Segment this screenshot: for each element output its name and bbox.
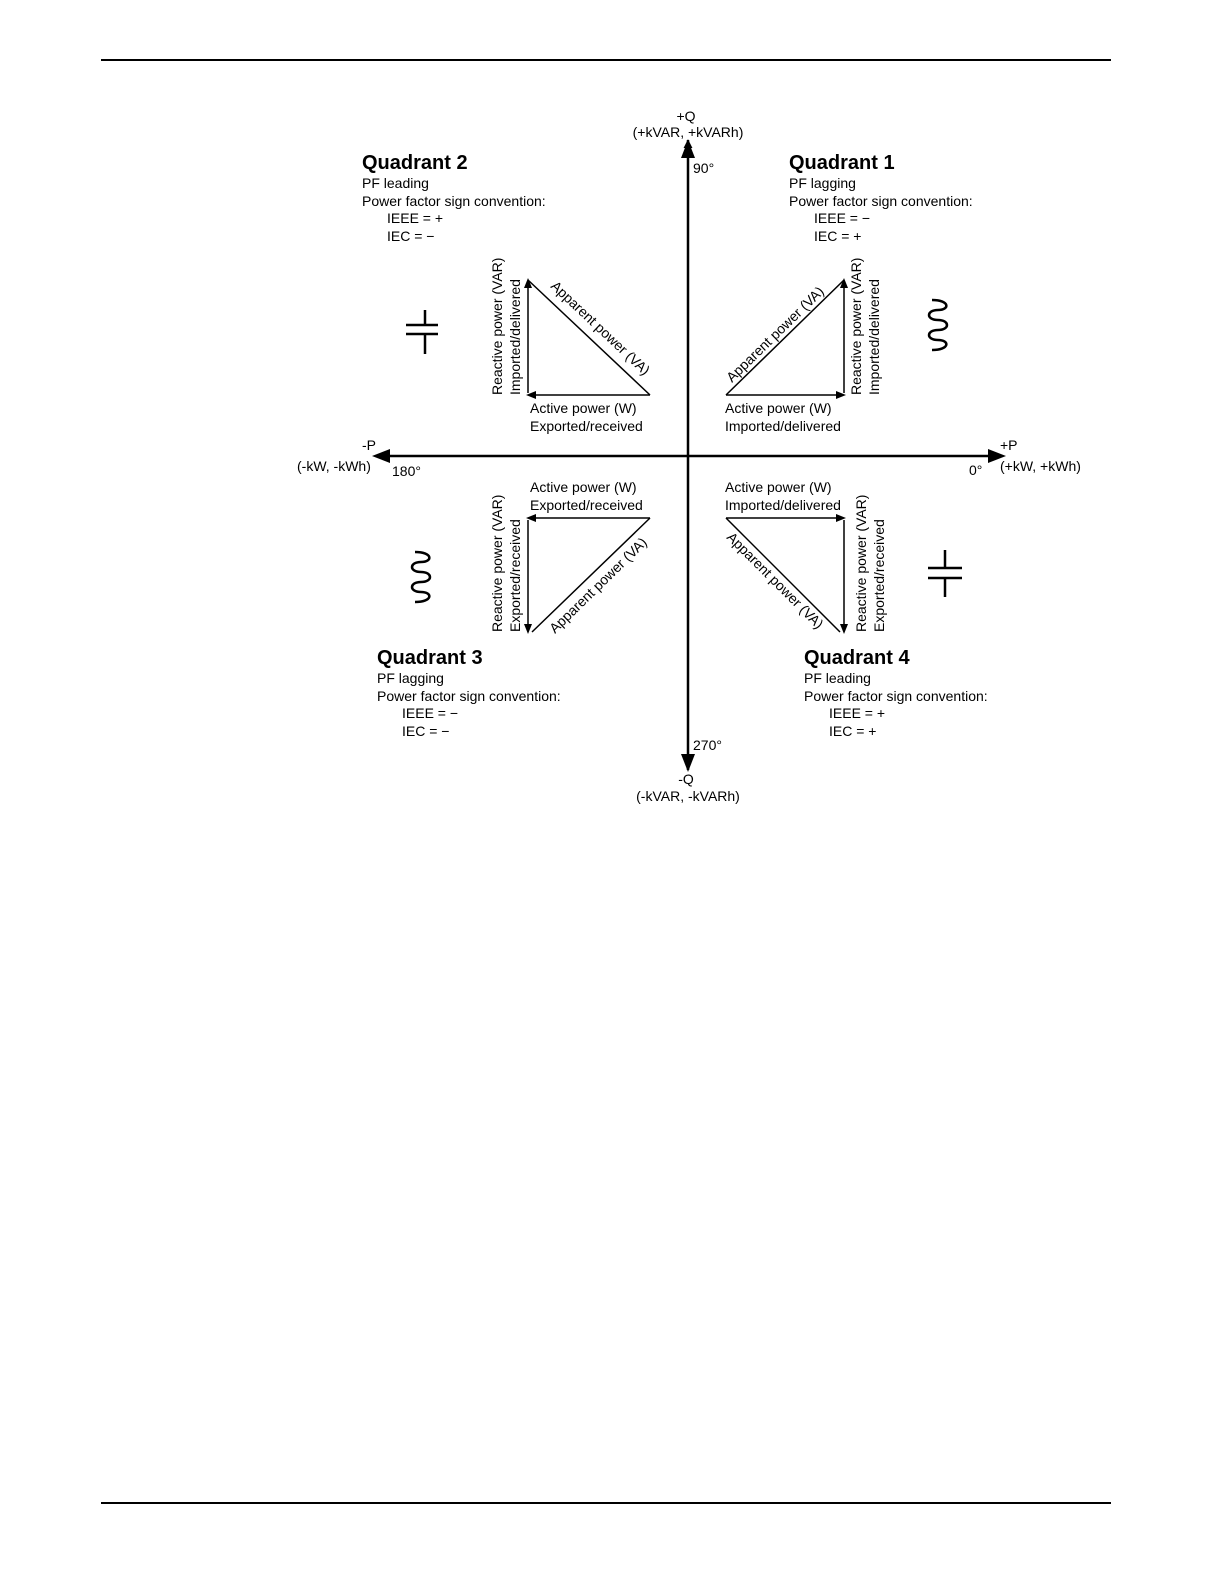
quadrant-4-reactive-arrowhead (840, 624, 848, 634)
quadrant-2-triangle (489, 258, 653, 434)
quadrant-1-reactive-dir: Imported/delivered (866, 279, 882, 395)
pos-p-label: +P (1000, 437, 1018, 453)
angle-270-label: 270° (693, 737, 722, 753)
angle-0-label: 0° (969, 462, 983, 478)
quadrant-1-convention: Power factor sign convention: (789, 193, 973, 209)
quadrant-1-pf: PF lagging (789, 175, 856, 191)
quadrant-3-active-dir: Exported/received (530, 497, 643, 513)
quadrant-2-reactive-label: Reactive power (VAR) (489, 257, 505, 395)
q-axis-arrowhead-up (681, 140, 695, 158)
quadrant-3-title: Quadrant 3 (377, 647, 483, 669)
quadrant-1-active-label: Active power (W) (725, 400, 832, 416)
quadrant-4-info (804, 647, 988, 739)
quadrant-4-active-label: Active power (W) (725, 479, 832, 495)
pos-p-units: (+kW, +kWh) (1000, 458, 1081, 474)
quadrant-3-reactive-dir: Exported/received (507, 519, 523, 632)
quadrant-3-info (377, 647, 561, 739)
quadrant-1-active-dir: Imported/delivered (725, 418, 841, 434)
quadrant-4-reactive-label: Reactive power (VAR) (853, 494, 869, 632)
quadrant-4-apparent-vector (723, 518, 840, 632)
angle-180-label: 180° (392, 463, 421, 479)
quadrant-4-reactive-dir: Exported/received (871, 519, 887, 632)
quadrant-4-ieee: IEEE = + (829, 705, 886, 721)
quadrant-2-info (362, 152, 546, 244)
quadrant-1-title: Quadrant 1 (789, 152, 895, 174)
quadrant-2-reactive-dir: Imported/delivered (507, 279, 523, 395)
quadrant-1-triangle (723, 258, 882, 434)
quadrant-4-convention: Power factor sign convention: (804, 688, 988, 704)
quadrant-3-reactive-arrowhead (524, 624, 532, 634)
quadrant-2-convention: Power factor sign convention: (362, 193, 546, 209)
quadrant-4-active-dir: Imported/delivered (725, 497, 841, 513)
quadrant-3-reactive-label: Reactive power (VAR) (489, 494, 505, 632)
quadrant-2-title: Quadrant 2 (362, 152, 468, 174)
quadrant-3-iec: IEC = − (402, 723, 450, 739)
quadrant-3-triangle (489, 479, 650, 636)
neg-p-units: (-kW, -kWh) (297, 458, 371, 474)
quadrant-1-iec: IEC = + (814, 228, 862, 244)
capacitor-icon (928, 550, 962, 597)
quadrant-3-apparent-vector (532, 518, 650, 632)
quadrant-3-pf: PF lagging (377, 670, 444, 686)
quadrant-1-apparent-label: Apparent power (VA) (722, 283, 827, 386)
capacitor-icon (406, 310, 438, 354)
quadrant-4-iec: IEC = + (829, 723, 877, 739)
neg-q-label: -Q (678, 771, 694, 787)
quadrant-4-title: Quadrant 4 (804, 647, 910, 669)
quadrant-2-active-dir: Exported/received (530, 418, 643, 434)
neg-q-units: (-kVAR, -kVARh) (636, 788, 740, 804)
quadrant-4-triangle (724, 479, 887, 634)
quadrant-2-apparent-vector (528, 280, 650, 395)
quadrant-2-active-label: Active power (W) (530, 400, 637, 416)
quadrant-2-ieee: IEEE = + (387, 210, 444, 226)
angle-90-label: 90° (693, 160, 715, 176)
quadrant-1-apparent-vector (726, 280, 844, 395)
inductor-icon (412, 552, 430, 602)
quadrant-3-convention: Power factor sign convention: (377, 688, 561, 704)
quadrant-3-apparent-label: Apparent power (VA) (545, 534, 650, 637)
quadrant-2-pf: PF leading (362, 175, 429, 191)
quadrant-3-ieee: IEEE = − (402, 705, 459, 721)
quadrant-3-active-label: Active power (W) (530, 479, 637, 495)
quadrant-2-iec: IEC = − (387, 228, 435, 244)
quadrant-2-apparent-label: Apparent power (VA) (547, 277, 654, 379)
quadrant-1-info (789, 152, 973, 244)
q-axis-arrowhead-down (681, 754, 695, 772)
pos-q-units: (+kVAR, +kVARh) (632, 124, 744, 140)
quadrant-1-reactive-label: Reactive power (VAR) (848, 257, 864, 395)
pos-q-label: +Q (676, 108, 696, 124)
quadrant-1-ieee: IEEE = − (814, 210, 871, 226)
neg-p-label: -P (362, 437, 376, 453)
quadrant-4-pf: PF leading (804, 670, 871, 686)
inductor-icon (929, 300, 947, 350)
quadrant-4-apparent-label: Apparent power (VA) (723, 528, 827, 632)
